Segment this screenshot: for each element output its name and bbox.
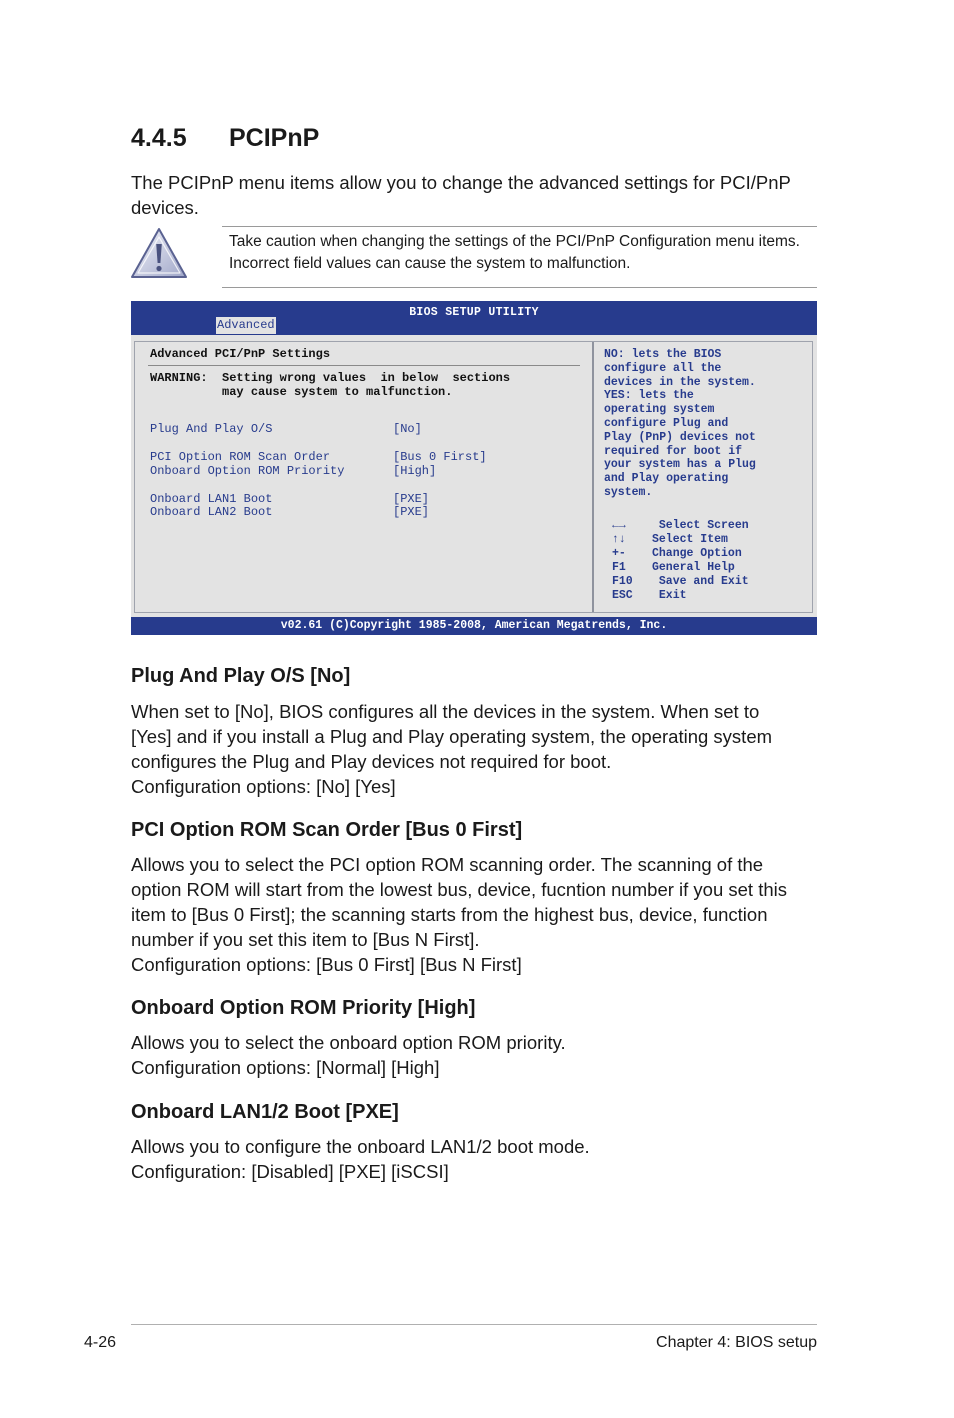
section-name: PCIPnP	[229, 124, 320, 152]
option-heading-onboard-rom-priority: Onboard Option ROM Priority [High]	[131, 997, 476, 1019]
bios-item-label: PCI Option ROM Scan Order	[150, 450, 331, 464]
bios-warning	[150, 371, 510, 399]
page-number: 4-26	[84, 1334, 117, 1351]
bios-key: ESC	[612, 589, 633, 602]
bios-key-row	[612, 519, 749, 533]
bios-key: F10	[612, 575, 633, 588]
bios-key-action: Select Screen	[652, 519, 749, 532]
bios-title: BIOS SETUP UTILITY	[409, 306, 539, 319]
bios-key-row	[612, 561, 749, 575]
bios-item-label: Onboard LAN2 Boot	[150, 505, 273, 519]
caution-top-rule	[222, 226, 817, 227]
option-heading-pci-rom-scan-order: PCI Option ROM Scan Order [Bus 0 First]	[131, 819, 523, 841]
bios-help-line: configure all the	[604, 361, 722, 375]
warning-triangle-icon	[129, 226, 189, 280]
footer-rule	[131, 1324, 817, 1325]
bios-screen	[131, 301, 817, 635]
bios-item-plug-and-play[interactable]	[150, 422, 422, 436]
option-description-onboard-rom-priority	[131, 1030, 821, 1080]
text-line: number if you set this item to [Bus N First].	[131, 929, 480, 950]
text-line: Configuration: [Disabled] [PXE] [iSCSI]	[131, 1161, 449, 1182]
caution-bottom-rule	[222, 287, 817, 288]
bios-item-label: Plug And Play O/S	[150, 422, 273, 436]
text-line: When set to [No], BIOS configures all the devices in the system. When set to	[131, 701, 760, 722]
bios-item-value: [No]	[393, 422, 422, 436]
option-description-pci-rom-scan-order	[131, 852, 821, 977]
bios-help-line: configure Plug and	[604, 416, 729, 430]
text-line: Allows you to select the onboard option ROM priority.	[131, 1032, 566, 1053]
bios-copyright: v02.61 (C)Copyright 1985-2008, American Megatrends, Inc.	[280, 619, 668, 632]
bios-help-line: Play (PnP) devices not	[604, 430, 756, 444]
section-number: 4.4.5	[131, 124, 187, 152]
bios-key: F1	[612, 561, 626, 574]
chapter-label: Chapter 4: BIOS setup	[656, 1334, 817, 1351]
text-line: Allows you to select the PCI option ROM scanning order. The scanning of the	[131, 854, 764, 875]
bios-title-bar	[131, 301, 817, 335]
arrows-horizontal-icon: ←→	[612, 519, 626, 532]
bios-key-legend	[612, 519, 749, 603]
bios-key-action: Save and Exit	[652, 575, 749, 588]
bios-key-action: General Help	[652, 561, 735, 574]
text-line: Configuration options: [Bus 0 First] [Bus N First]	[131, 954, 522, 975]
bios-help-line: required for boot if	[604, 444, 743, 458]
bios-item-value: [PXE]	[393, 492, 430, 506]
bios-help-line: and Play operating	[604, 472, 729, 486]
bios-help-line: operating system	[604, 403, 715, 417]
text-line: [Yes] and if you install a Plug and Play operating system, the operating system	[131, 726, 773, 747]
option-heading-lan-boot: Onboard LAN1/2 Boot [PXE]	[131, 1101, 399, 1123]
bios-key-action: Change Option	[652, 547, 742, 560]
bios-item-value: [High]	[393, 464, 437, 478]
bios-key-row	[612, 533, 749, 547]
bios-key-action: Select Item	[652, 533, 728, 546]
text-line: configures the Plug and Play devices not required for boot.	[131, 751, 612, 772]
bios-item-lan1-boot[interactable]	[150, 492, 429, 506]
option-description-plug-and-play	[131, 699, 821, 799]
text-line: item to [Bus 0 First]; the scanning starts from the highest bus, device, function	[131, 904, 768, 925]
bios-key: +-	[612, 547, 626, 560]
caution-text: Take caution when changing the settings of the PCI/PnP Configuration menu items. Incorrect field values can cause the system to malfunction.	[229, 233, 800, 272]
arrows-vertical-icon: ↑↓	[612, 533, 626, 546]
bios-settings-heading: Advanced PCI/PnP Settings	[150, 347, 331, 361]
section-title	[131, 124, 319, 153]
option-description-lan-boot	[131, 1134, 821, 1184]
text-line: Configuration options: [No] [Yes]	[131, 776, 396, 797]
bios-footer-bar	[131, 617, 817, 635]
intro-paragraph: The PCIPnP menu items allow you to change the advanced settings for PCI/PnP devices.	[131, 172, 791, 218]
bios-help-line: NO: lets the BIOS	[604, 348, 722, 361]
text-line: Configuration options: [Normal] [High]	[131, 1057, 440, 1078]
bios-heading-rule	[148, 365, 580, 366]
bios-key-row	[612, 575, 749, 589]
bios-key-row	[612, 547, 749, 561]
bios-key-row	[612, 589, 749, 603]
text-line: Allows you to configure the onboard LAN1/2 boot mode.	[131, 1136, 590, 1157]
bios-item-label: Onboard LAN1 Boot	[150, 492, 273, 506]
bios-help-line: system.	[604, 485, 653, 499]
bios-item-onboard-rom-priority[interactable]	[150, 464, 436, 478]
bios-warning-line: may cause system to malfunction.	[150, 385, 453, 399]
bios-tab-advanced[interactable]: Advanced	[217, 318, 275, 332]
bios-item-value: [Bus 0 First]	[393, 450, 487, 464]
bios-help-line: YES: lets the	[604, 389, 694, 403]
bios-help-text	[604, 348, 809, 500]
bios-help-line: your system has a Plug	[604, 458, 756, 472]
bios-item-pci-rom-scan-order[interactable]	[150, 450, 487, 464]
text-line: option ROM will start from the lowest bus, device, fucntion number if you set this	[131, 879, 788, 900]
bios-panel-divider	[592, 342, 594, 612]
bios-key-action: Exit	[652, 589, 687, 602]
option-heading-plug-and-play: Plug And Play O/S [No]	[131, 665, 351, 687]
bios-help-line: devices in the system.	[604, 375, 756, 389]
bios-warning-line: WARNING: Setting wrong values in below sections	[150, 371, 511, 385]
bios-item-value: [PXE]	[393, 505, 430, 519]
bios-item-label: Onboard Option ROM Priority	[150, 464, 345, 478]
bios-item-lan2-boot[interactable]	[150, 505, 429, 519]
